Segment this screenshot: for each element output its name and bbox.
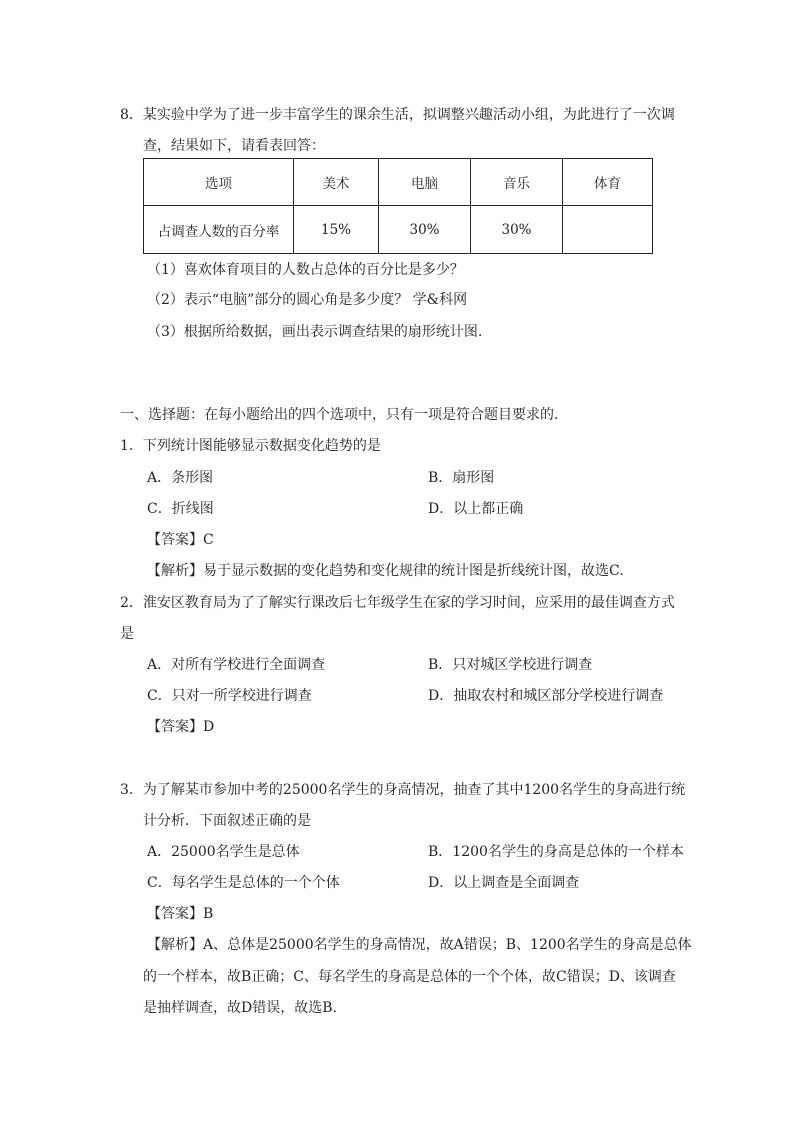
section-heading: 一、选择题：在每小题给出的四个选项中，只有一项是符合题目要求的. [120,407,559,423]
q3-answer: 【答案】B [147,906,214,922]
q3-analysis-line1: 【解析】A、总体是25000名学生的身高情况，故A错误；B、1200名学生的身高是总体 [147,937,692,953]
q3-option-d: D．以上调查是全面调查 [428,875,580,891]
q1-answer: 【答案】C [147,532,214,548]
table-cell: 音乐 [471,159,563,206]
q3-option-a: A．25000名学生是总体 [147,844,300,860]
table-cell: 30% [379,206,471,254]
table-cell [563,206,653,254]
q2-option-d: D．抽取农村和城区部分学校进行调查 [428,688,664,704]
survey-table [143,158,653,254]
q1-analysis: 【解析】易于显示数据的变化趋势和变化规律的统计图是折线统计图，故选C. [147,563,624,579]
q1-option-b: B．扇形图 [428,470,495,486]
q3-option-b: B．1200名学生的身高是总体的一个样本 [428,844,684,860]
q2-option-c: C．只对一所学校进行调查 [147,688,312,704]
q8-sub3: （3）根据所给数据，画出表示调查结果的扇形统计图. [147,324,483,340]
q2-option-b: B．只对城区学校进行调查 [428,657,593,673]
q3-stem-line2: 计分析．下面叙述正确的是 [143,813,311,829]
table-cell: 美术 [294,159,379,206]
q1-option-c: C．折线图 [147,501,214,517]
q8-sub1: （1）喜欢体育项目的人数占总体的百分比是多少？ [147,262,464,278]
q8-stem-line1: 8．某实验中学为了进一步丰富学生的课余生活，拟调整兴趣活动小组，为此进行了一次调 [120,107,675,123]
table-cell: 选项 [144,159,294,206]
q2-stem-line1: 2．淮安区教育局为了了解实行课改后七年级学生在家的学习时间，应采用的最佳调查方式 [120,595,675,611]
q1-stem: 1．下列统计图能够显示数据变化趋势的是 [120,438,381,454]
table-cell: 电脑 [379,159,471,206]
q2-stem-line2: 是 [120,626,134,642]
q2-option-a: A．对所有学校进行全面调查 [147,657,326,673]
q3-analysis-line2: 的一个样本，故B正确；C、每名学生的身高是总体的一个个体，故C错误；D、该调查 [143,969,676,985]
table-cell: 30% [471,206,563,254]
table-cell: 体育 [563,159,653,206]
q3-analysis-line3: 是抽样调查，故D错误，故选B. [143,1000,337,1016]
q8-sub2: （2）表示“电脑”部分的圆心角是多少度？ 学&科网 [147,292,468,308]
table-cell: 占调查人数的百分率 [144,206,294,254]
q3-option-c: C．每名学生是总体的一个个体 [147,875,340,891]
q1-option-a: A．条形图 [147,470,214,486]
table-row [144,206,653,254]
q2-answer: 【答案】D [147,719,215,735]
q1-option-d: D．以上都正确 [428,501,524,517]
q3-stem-line1: 3．为了解某市参加中考的25000名学生的身高情况，抽查了其中1200名学生的身高进行统 [120,782,686,798]
table-cell: 15% [294,206,379,254]
q8-stem-line2: 查，结果如下，请看表回答： [143,138,325,154]
table-header-row [144,159,653,206]
